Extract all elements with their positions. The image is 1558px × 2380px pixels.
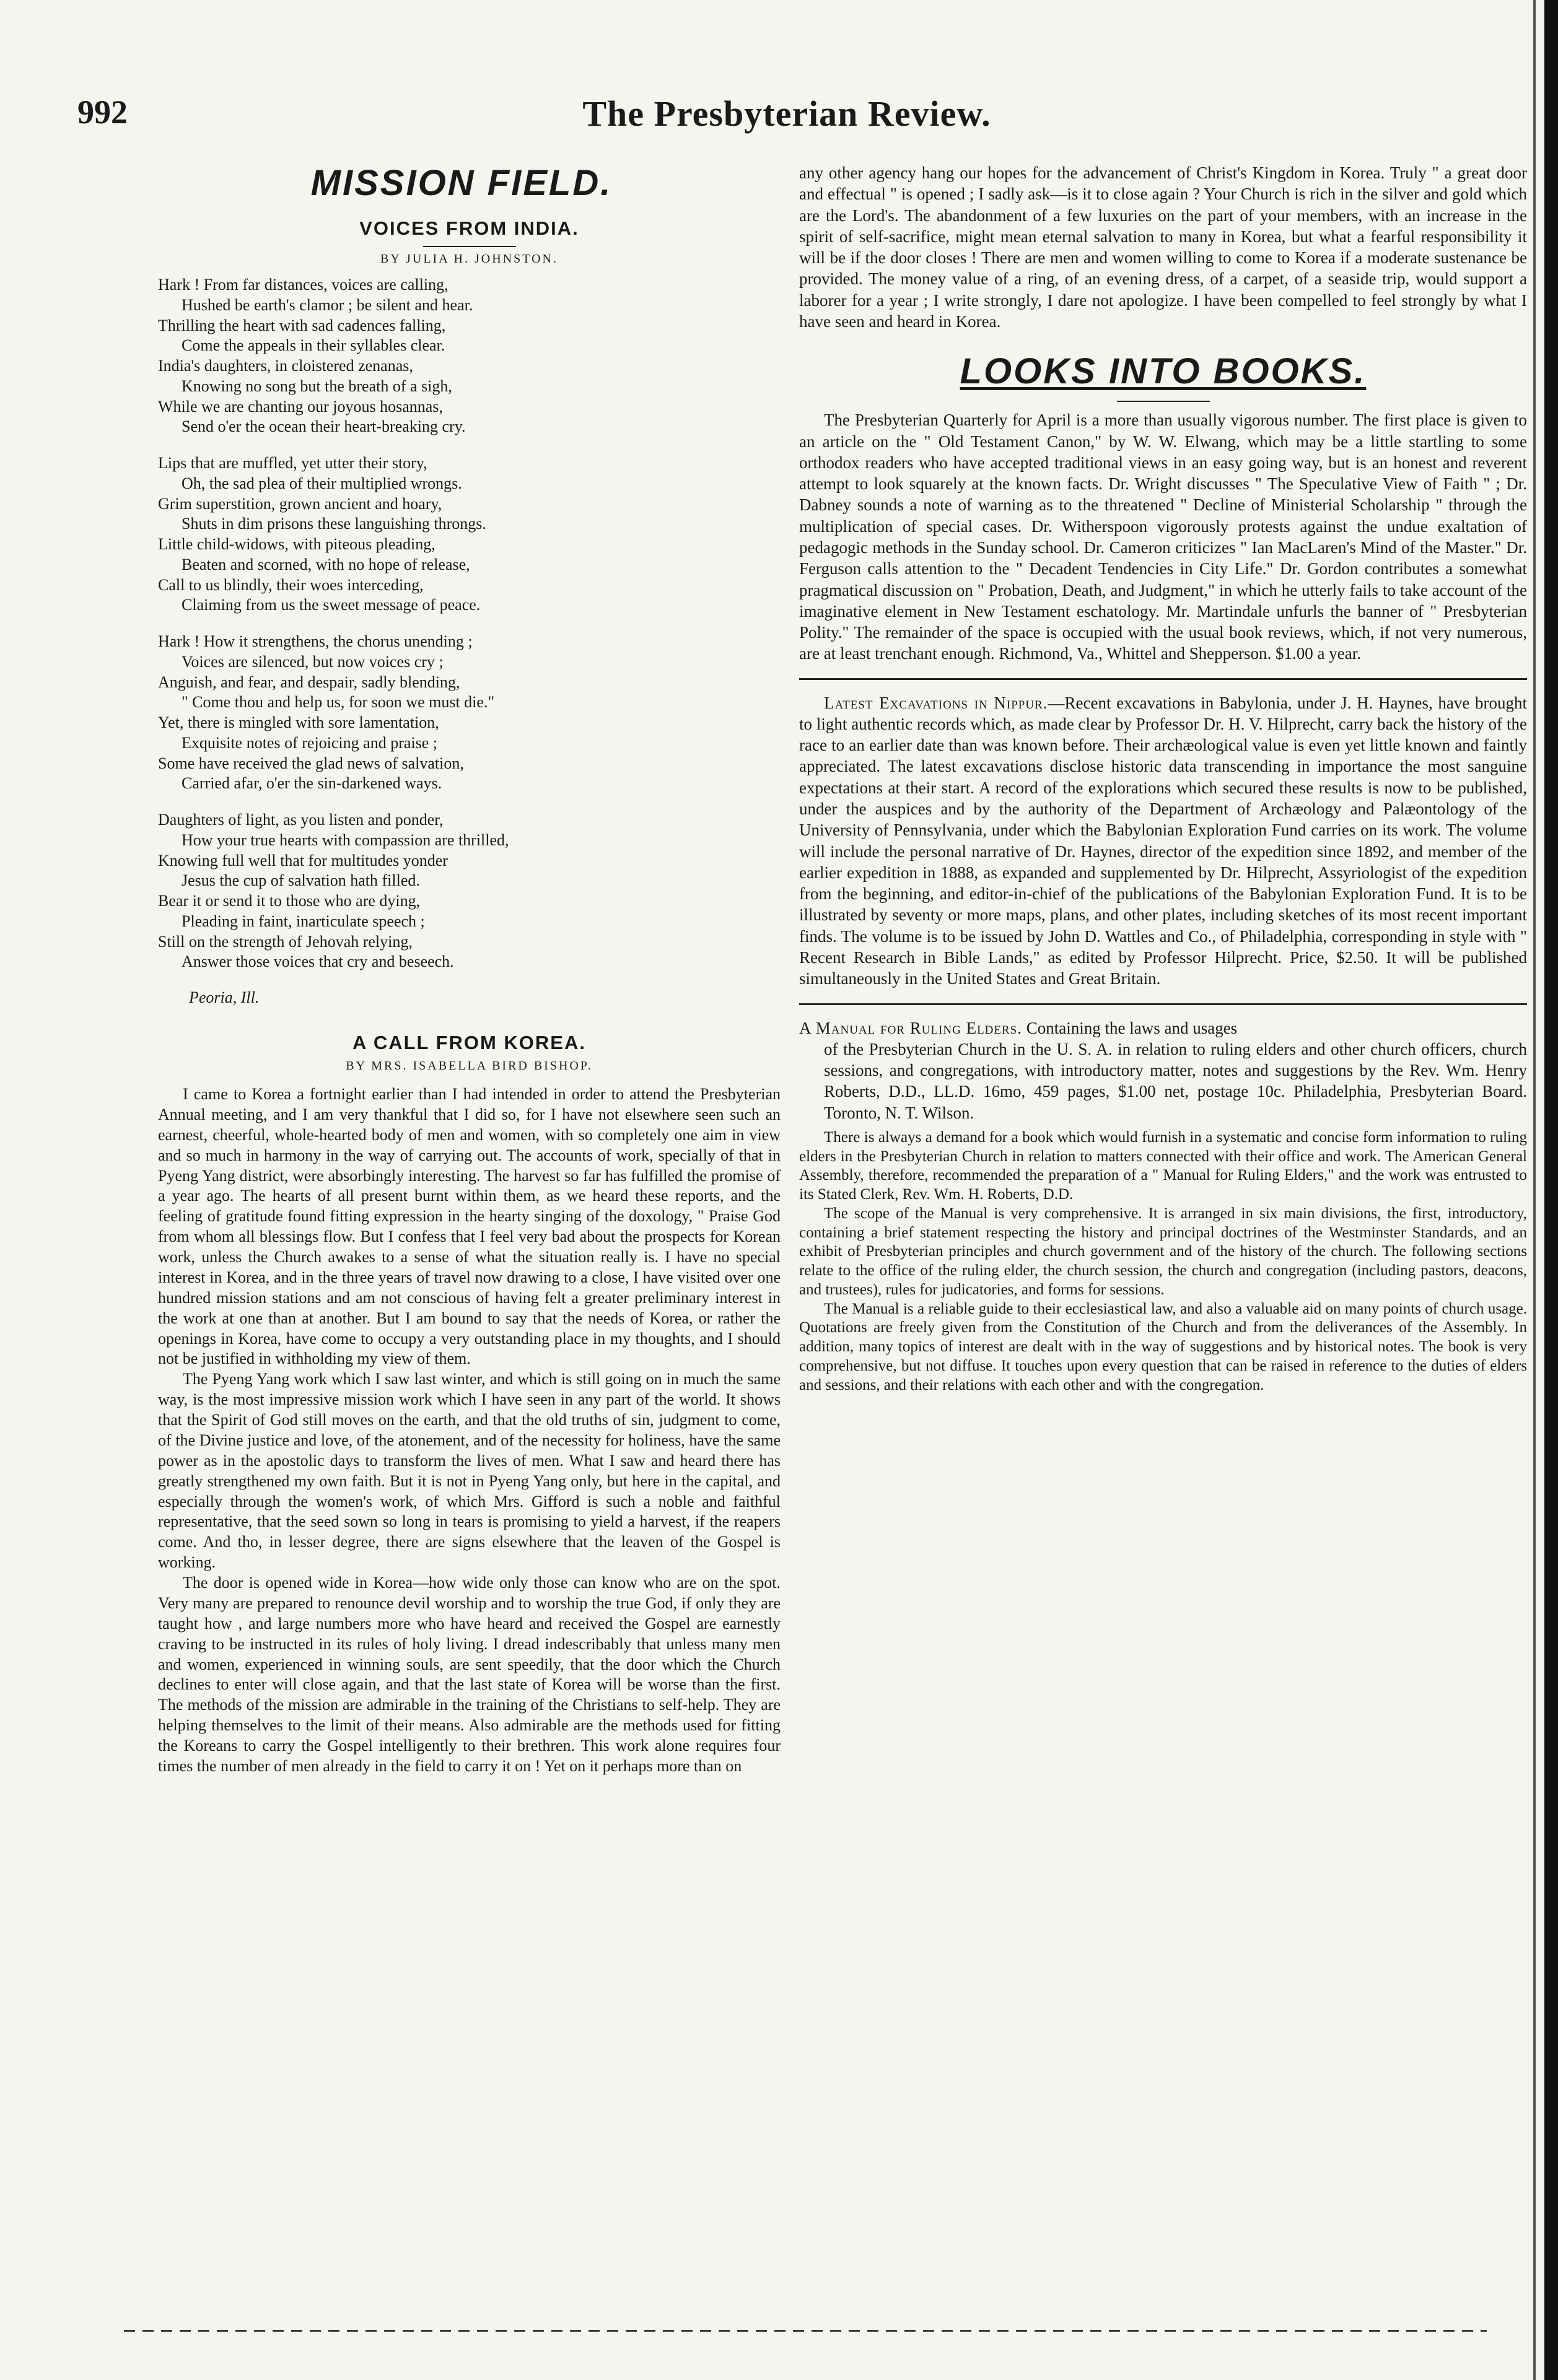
poem-place: Peoria, Ill.: [189, 988, 260, 1006]
poem-line: Lips that are muffled, yet utter their story,: [158, 454, 427, 472]
entry-lead: Latest Excavations in Nippur.: [824, 693, 1048, 712]
review-manual: [799, 1018, 1527, 1395]
page-number: 992: [77, 94, 128, 131]
poem-stanza: [158, 453, 781, 616]
poem-line: Carried afar, o'er the sin-darkened ways.: [182, 774, 442, 793]
poem-line: Daughters of light, as you listen and ponder,: [158, 811, 444, 829]
title-rule: [1117, 401, 1210, 402]
paragraph: There is always a demand for a book which would furnish in a systematic and concise form information to ruling elders in the Presbyterian Church in relation to matters connected with their office and work. The American General Assembly, therefore, recommended the preparation of a " Manual for Ruling Elders," and the work was entrusted to its Stated Clerk, Rev. Wm. H. Roberts, D.D.: [799, 1128, 1527, 1203]
article-title: A CALL FROM KOREA.: [352, 1032, 586, 1053]
poem-line: Some have received the glad news of salvation,: [158, 754, 464, 772]
article-korea: [158, 1032, 781, 1777]
section-title-mission-field: MISSION FIELD.: [310, 163, 613, 203]
poem-line: Come the appeals in their syllables clear.: [182, 336, 445, 355]
poem-line: Beaten and scorned, with no hope of release,: [182, 555, 470, 573]
scan-edge-bar: [1544, 0, 1558, 2380]
entry-heading-first: Containing the laws and usages: [1022, 1018, 1238, 1037]
paragraph: The scope of the Manual is very comprehensive. It is arranged in six main divisions, the first, introductory, containing a brief statement respecting the history and principal doctrines of the Westminster Standards, and an exhibit of Presbyterian principles and church government and of the history of the church. The following sections relate to the office of the ruling elder, the church session, the church and congregation (including pastors, deacons, and trustees), rules for judicatories, and forms for sessions.: [799, 1205, 1527, 1298]
running-title: The Presbyterian Review.: [582, 94, 991, 134]
scan-edge-line: [1533, 0, 1536, 2380]
poem-line: Claiming from us the sweet message of peace.: [182, 596, 481, 614]
article-byline: BY MRS. ISABELLA BIRD BISHOP.: [346, 1059, 593, 1073]
poem-line: Anguish, and fear, and despair, sadly blending,: [158, 673, 460, 691]
poem-line: Still on the strength of Jehovah relying,: [158, 932, 413, 951]
bottom-scan-artifact: [124, 2330, 1487, 2332]
poem-line: Grim superstition, grown ancient and hoary,: [158, 494, 442, 513]
poem-stanza: [158, 275, 781, 437]
poem-line: Call to us blindly, their woes interceding,: [158, 575, 424, 594]
poem-line: Oh, the sad plea of their multiplied wrongs.: [182, 474, 462, 492]
review-excavations: [799, 692, 1527, 990]
poem-line: " Come thou and help us, for soon we must die.": [182, 693, 495, 712]
poem-byline: BY JULIA H. JOHNSTON.: [380, 252, 558, 266]
poem-line: Answer those voices that cry and beseech.: [182, 952, 454, 971]
poem-line: Knowing full well that for multitudes yonder: [158, 851, 448, 870]
poem-line: Bear it or send it to those who are dying,: [158, 892, 421, 910]
review-quarterly: [799, 409, 1527, 664]
poem-line: Knowing no song but the breath of a sigh,: [182, 377, 452, 395]
entry-heading-rest: of the Presbyterian Church in the U. S. A. in relation to ruling elders and other church officers, church sessions, and congregations, with introductory matter, notes and suggestions by the Rev. Wm. Henry Roberts, D.D., LL.D. 16mo, 459 pages, $1.00 net, postage 10c. Philadelphia, Presbyterian Board. Toronto, N. T. Wilson.: [824, 1039, 1527, 1122]
poem-line: Shuts in dim prisons these languishing throngs.: [182, 515, 486, 533]
poem-line: How your true hearts with compassion are thrilled,: [182, 830, 509, 849]
left-column: [158, 162, 781, 1777]
poem-stanza: [158, 810, 781, 972]
paragraph: I came to Korea a fortnight earlier than I had intended in order to attend the Presbyterian Annual meeting, and I am very thankful that I did so, for I have not elsewhere seen such an earnest, cheerful, whole-hearted body of men and women, with so completely one aim in view and so much in harmony in the way of carrying out. The accounts of work, specially of that in Pyeng Yang district, were absorbingly interesting. The harvest so far has fulfilled the promise of a year ago. The hearts of all present burnt within them, as we heard these reports, and the feeling of gratitude found fitting expression in the hearty singing of the doxology, " Praise God from whom all blessings flow. But I confess that I feel very bad about the prospects for Korean work, unless the Church awakes to a sense of what the situation really is. I have no special interest in Korea, and in the three years of travel now drawing to a close, I have visited over one hundred mission stations and am not conscious of having felt a greater preliminary interest in the work at one than at another. But I am bound to say that the needs of Korea, or rather the openings in Korea, have come to occupy a very outstanding place in my thoughts, and I should not be justified in withholding my view of them.: [158, 1085, 781, 1368]
poem-line: Hark ! From far distances, voices are calling,: [158, 276, 449, 294]
title-rule: [423, 246, 516, 247]
entry-text: —Recent excavations in Babylonia, under J. H. Haynes, have brought to light authentic records which, as made clear by Professor Dr. H. V. Hilprecht, carry back the history of the race to an earlier date than was known before. Their archæological value is even yet little known and faintly appreciated. The latest excavations disclose historic data transcending in importance the most sanguine expectations at their start. A record of the explorations which secured these results is now to be published, under the auspices and by the authority of the Department of Archæology and Palæontology of the University of Pennsylvania, under which the Babylonian Exploration Fund carries on its work. The volume will include the personal narrative of Dr. Haynes, director of the expedition since 1892, and member of the earlier expedition in 1888, as expanded and supplemented by Dr. Hilprecht, Assyriologist of the expedition from the beginning, and editor-in-chief of the publications of the Babylonian Exploration Fund. It is to be illustrated by seventy or more maps, plans, and other plates, including sketches of its most recent important finds. The volume is to be issued by John D. Wattles and Co., of Philadelphia, corresponding in style with " Recent Research in Bible Lands," as edited by Professor Hilprecht. Price, $2.50. It will be published simultaneously in the United States and Great Britain.: [799, 693, 1527, 988]
poem-line: Hark ! How it strengthens, the chorus unending ;: [158, 632, 473, 650]
poem-line: Send o'er the ocean their heart-breaking cry.: [182, 417, 466, 436]
paragraph: The Pyeng Yang work which I saw last winter, and which is still going on in much the same way, is the most impressive mission work which I have seen in any part of the world. It shows that the Spirit of God still moves on the earth, and that the old truths of sin, judgment to come, of the Divine justice and love, of the atonement, and of the necessity for holiness, have the same power as in the apostolic days to transform the lives of men. What I saw and heard there has greatly strengthened my own faith. But it is not in Pyeng Yang only, but here in the capital, and especially through the women's work, of which Mrs. Gifford is such a noble and faithful representative, that the seed sown so long in tears is promising to yield a harvest, if the reapers come. And tho, in lesser degree, there are signs elsewhere that the leaven of the Gospel is working.: [158, 1370, 781, 1572]
paragraph: The Manual is a reliable guide to their ecclesiastical law, and also a valuable aid on many points of church usage. Quotations are freely given from the Constitution of the Church and from the deliverances of the Assembly. In addition, many topics of interest are dealt with in the way of suggestions and by historical notes. The book is very comprehensive, but not diffuse. It touches upon every question that can be raised in reference to the duties of elders and sessions, and their relations with each other and with the congregation.: [799, 1300, 1527, 1393]
poem-title: VOICES FROM INDIA.: [359, 217, 579, 239]
poem-line: Hushed be earth's clamor ; be silent and hear.: [182, 295, 473, 314]
entry-heading: [799, 1018, 1527, 1123]
article-continuation: [799, 162, 1527, 332]
poem-stanza: [158, 632, 781, 794]
poem-line: Exquisite notes of rejoicing and praise ;: [182, 733, 438, 752]
running-header: [77, 93, 1496, 142]
poem-line: Pleading in faint, inarticulate speech ;: [182, 912, 425, 930]
poem: [158, 217, 781, 1007]
poem-line: Thrilling the heart with sad cadences falling,: [158, 316, 446, 334]
paragraph: any other agency hang our hopes for the advancement of Christ's Kingdom in Korea. Truly " a great door and effectual " is opened ; I sadly ask—is it to close again ? Your Church is rich in the silver and gold which are the Lord's. The abandonment of a few luxuries on the part of your members, with an increase in the spirit of self-sacrifice, might mean eternal salvation to many in Korea, but what a fearful responsibility it will be if the door closes ! There are men and women willing to come to Korea if a moderate sustenance be provided. The money value of a ring, of an evening dress, of a carpet, of a seaside trip, would support a laborer for a year ; I write strongly, I dare not apologize. I have been compelled to feel strongly by what I have seen and heard in Korea.: [799, 163, 1527, 331]
poem-line: While we are chanting our joyous hosannas,: [158, 397, 443, 416]
poem-line: India's daughters, in cloistered zenanas,: [158, 357, 413, 375]
article-body: [158, 1084, 781, 1777]
poem-stanzas: [158, 275, 781, 972]
divider: [799, 1003, 1527, 1005]
poem-line: Little child-widows, with piteous pleading,: [158, 535, 435, 553]
poem-line: Jesus the cup of salvation hath filled.: [182, 871, 420, 890]
divider: [799, 678, 1527, 680]
right-column: [799, 162, 1527, 1395]
poem-line: Voices are silenced, but now voices cry ;: [182, 652, 444, 671]
paragraph: The Presbyterian Quarterly for April is a more than usually vigorous number. The first place is given to an article on the " Old Testament Canon," by W. W. Elwang, which may be a little startling to some orthodox readers who have accepted traditional views in an easy going way, but is an honest and reverent attempt to look squarely at the known facts. Dr. Wright discusses " The Speculative View of Faith " ; Dr. Dabney sounds a note of warning as to the threatened " Decline of Ministerial Scholarship " through the multiplication of special cases. Dr. Witherspoon vigorously protests against the undue exaltation of pedagogic methods in the Sunday school. Dr. Cameron criticizes " Ian MacLaren's Mind of the Master." Dr. Ferguson calls attention to the " Decadent Tendencies in City Life." Dr. Gordon contributes a somewhat pragmatical discussion on " Probation, Death, and Judgment," in which he utterly fails to take account of the imaginative element in New Testament eschatology. Mr. Martindale unfurls the banner of " Presbyterian Polity." The remainder of the space is occupied with the usual book reviews, which, if not very numerous, are at least trenchant enough. Richmond, Va., Whittel and Shepperson. $1.00 a year.: [799, 411, 1527, 663]
manual-body: [799, 1128, 1527, 1395]
entry-lead: A Manual for Ruling Elders.: [799, 1018, 1022, 1037]
paragraph: The door is opened wide in Korea—how wide only those can know who are on the spot. Very many are prepared to renounce devil worship and to worship the true God, if only they are taught how , and large numbers more who have heard and received the Gospel are earnestly craving to be instructed in its rules of holy living. I dread indescribably that unless many men and women, experienced in winning souls, are sent speedily, that the door which the Church declines to enter will close again, and that the last state of Korea will be worse than the first. The methods of the mission are admirable in the training of the Christians to self-help. They are helping themselves to the limit of their means. Also admirable are the methods used for fitting the Koreans to carry the Gospel intelligently to their brethren. This work alone requires four times the number of men already in the field to carry it on ! Yet on it perhaps more than on: [158, 1574, 781, 1775]
section-title-looks-into-books: LOOKS INTO BOOKS.: [960, 351, 1367, 392]
poem-line: Yet, there is mingled with sore lamentation,: [158, 713, 439, 731]
